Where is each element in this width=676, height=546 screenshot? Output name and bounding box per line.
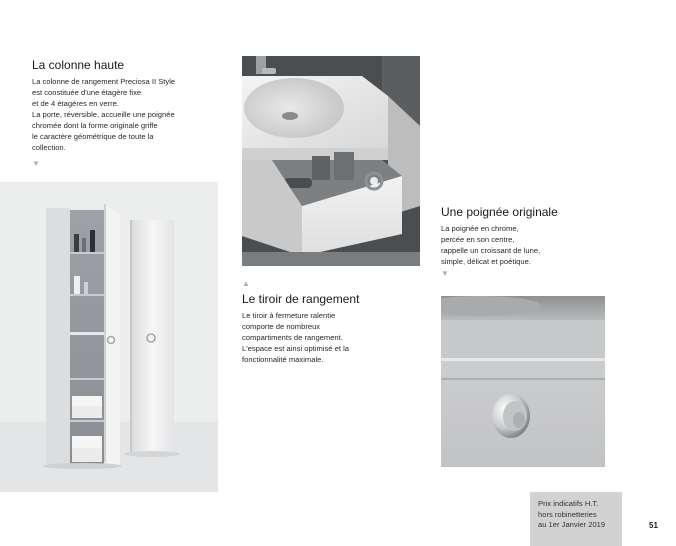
drawer-line: L'espace est ainsi optimisé et la [242, 344, 349, 353]
down-triangle-icon: ▼ [32, 159, 40, 168]
column-section [32, 58, 175, 153]
tall-columns-photo [0, 182, 218, 492]
handle-section [441, 205, 558, 267]
drawer-line: fonctionnalité maximale. [242, 355, 324, 364]
drawer-line: compartiments de rangement. [242, 333, 343, 342]
up-triangle-icon: ▲ [242, 279, 250, 288]
column-line: est constituée d'une étagère fixe [32, 88, 142, 97]
drawer-section [242, 292, 359, 365]
handle-section-title: Une poignée originale [441, 205, 558, 219]
handle-closeup-photo [441, 296, 605, 467]
handle-line: percée en son centre, [441, 235, 515, 244]
handle-line: rappelle un croissant de lune, [441, 246, 541, 255]
drawer-line: comporte de nombreux [242, 322, 321, 331]
down-triangle-icon: ▼ [441, 269, 449, 278]
price-note-line: Prix indicatifs H.T. [538, 499, 599, 508]
handle-line: simple, délicat et poétique. [441, 257, 531, 266]
column-line: chromée dont la forme originale griffe [32, 121, 158, 130]
column-line: La porte, réversible, accueille une poignée [32, 110, 175, 119]
basin-drawer-photo [242, 56, 420, 266]
column-line: et de 4 étagères en verre. [32, 99, 119, 108]
drawer-section-text [242, 310, 359, 365]
page-number: 51 [649, 521, 658, 530]
column-line: La colonne de rangement Preciosa II Style [32, 77, 176, 86]
price-note-line: hors robinetteries [538, 509, 597, 519]
handle-line: La poignée en chrome, [441, 224, 519, 233]
drawer-line: Le tiroir à fermeture ralentie [242, 311, 336, 320]
column-section-title: La colonne haute [32, 58, 125, 72]
handle-section-text [441, 223, 558, 267]
price-note-line: au 1er Janvier 2019 [538, 520, 606, 529]
column-line: collection. [32, 143, 66, 152]
drawer-section-title: Le tiroir de rangement [242, 292, 360, 306]
column-line: le caractère géométrique de toute la [32, 132, 154, 141]
column-section-text [32, 76, 175, 153]
price-note-box [530, 492, 622, 546]
